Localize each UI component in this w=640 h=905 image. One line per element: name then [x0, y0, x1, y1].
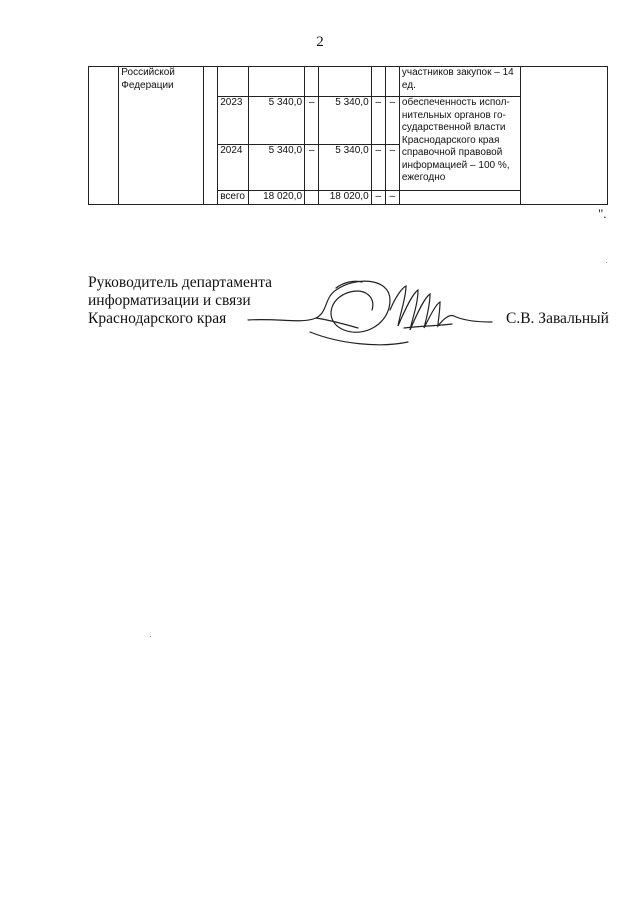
closing-quote: ".	[598, 206, 607, 221]
table-row: всего 18 020,0 18 020,0 – –	[89, 191, 608, 205]
position-line-2: информатизации и связи	[88, 292, 251, 309]
position-line-3: Краснодарского края	[88, 310, 227, 327]
year-cell: 2023	[218, 97, 248, 145]
total-cell: 5 340,0	[248, 97, 305, 145]
grand-total-cell: 18 020,0	[248, 191, 305, 205]
index-cell	[89, 67, 119, 205]
indicator-cell: участников закупок – 14 ед.	[399, 67, 520, 97]
blank-cell	[204, 67, 218, 205]
handwritten-signature	[240, 268, 510, 358]
table-row: 2024 5 340,0 – 5 340,0 – –	[89, 145, 608, 191]
notes-cell	[521, 67, 608, 205]
name-cell	[119, 67, 204, 205]
name-text: Российской Федерации	[121, 67, 175, 91]
year-cell: 2024	[218, 145, 248, 191]
position-line-1: Руководитель департамента	[88, 274, 273, 291]
indicator-cell: обеспеченность испол-нительных органов го-сударственной власти Краснодарского края справочной правовой информацией – 100 %, ежегодно	[399, 97, 520, 191]
scan-speck	[606, 262, 607, 263]
total-cell: 5 340,0	[248, 145, 305, 191]
signatory-name: С.В. Завальный	[506, 310, 609, 327]
table-row: 2023 5 340,0 – 5 340,0 – – обеспеченность испол-нительных органов го-сударственной власти Краснодарского края справочной правовой информацией – 100 %, ежегодно	[89, 97, 608, 145]
scan-speck	[150, 636, 151, 637]
program-table	[88, 66, 608, 205]
page-number: 2	[316, 34, 324, 50]
total-label-cell: всего	[218, 191, 248, 205]
table-row	[89, 67, 608, 97]
